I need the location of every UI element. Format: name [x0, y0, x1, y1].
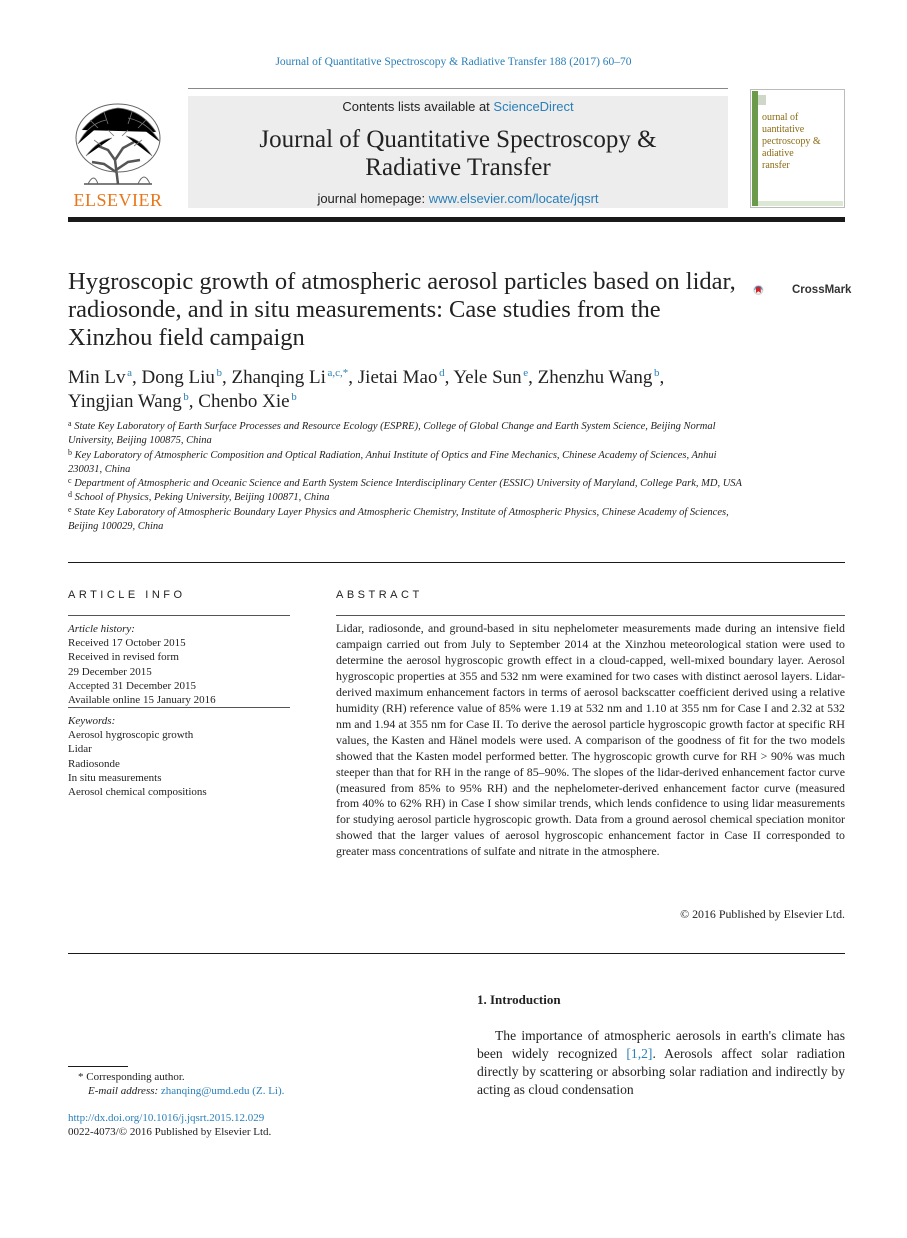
running-head[interactable]: Journal of Quantitative Spectroscopy & Radiative Transfer 188 (2017) 60–70	[275, 56, 632, 68]
author-affiliation-marker[interactable]: b	[216, 367, 222, 379]
masthead-top-rule	[188, 88, 728, 89]
author-list	[68, 366, 828, 414]
email-label: E-mail address:	[88, 1085, 159, 1098]
abstract-copyright: © 2016 Published by Elsevier Ltd.	[680, 907, 845, 921]
keyword: Aerosol hygroscopic growth	[68, 729, 194, 742]
author[interactable]: Zhenzhu Wang $^b$,	[537, 367, 665, 388]
keyword: Lidar	[68, 743, 92, 756]
abstract-text	[336, 621, 845, 860]
email-line	[68, 1084, 428, 1098]
doi-link[interactable]: http://dx.doi.org/10.1016/j.jqsrt.2015.12.029	[68, 1112, 265, 1124]
affiliation-list	[68, 420, 748, 534]
journal-name	[188, 126, 728, 182]
author-affiliation-marker[interactable]: e	[523, 367, 529, 379]
author-affiliation-marker[interactable]: b	[653, 367, 660, 379]
reference-link[interactable]: [1,2]	[626, 1046, 653, 1061]
doi-block	[68, 1111, 428, 1140]
article-info-heading: ARTICLE INFO	[68, 589, 186, 601]
journal-homepage-line	[188, 191, 728, 206]
issn-line: 0022-4073/© 2016 Published by Elsevier Ltd.	[68, 1126, 272, 1139]
author[interactable]: Jietai Mao $^d$,	[357, 367, 450, 388]
author[interactable]: Chenbo Xie $^b$	[198, 391, 297, 412]
history-entry: 29 December 2015	[68, 665, 152, 678]
front-matter-rule	[68, 562, 845, 563]
affiliation: $^d$ School of Physics, Peking University, Beijing 100871, China	[68, 490, 330, 504]
affiliation: $^c$ Department of Atmospheric and Oceanic Science and Earth System Science Interdisciplinary Center (ESSIC) University of Maryland, College Park, MD, USA	[68, 476, 742, 490]
journal-homepage-link[interactable]: www.elsevier.com/locate/jqsrt	[428, 191, 599, 206]
cover-line: pectroscopy &	[762, 136, 821, 147]
keywords-heading: Keywords:	[68, 715, 116, 727]
sciencedirect-link[interactable]: ScienceDirect	[493, 99, 574, 114]
article-info-rule	[68, 615, 290, 616]
introduction-paragraph: The importance of atmospheric aerosols in earth's climate has been widely recognized [1,2]. Aerosols affect solar radiation directly by scattering or absorbing solar radiation and indirectly by acting as cloud condensation	[477, 1028, 846, 1097]
journal-cover-title	[762, 112, 842, 172]
introduction-heading: 1. Introduction	[477, 992, 561, 1007]
author-affiliation-marker[interactable]: b	[291, 391, 297, 403]
email-link[interactable]: zhanqing@umd.edu (Z. Li).	[160, 1085, 285, 1098]
footnote-rule	[68, 1066, 128, 1067]
affiliation: $^e$ State Key Laboratory of Atmospheric Boundary Layer Physics and Atmospheric Chemistry, Institute of Atmospheric Physics, Chinese Academy of Sciences, Beijing 100029, China	[68, 504, 729, 533]
keyword: Radiosonde	[68, 757, 120, 770]
article-history	[68, 622, 290, 707]
keywords	[68, 714, 290, 799]
corresponding-author-footnote	[68, 1070, 428, 1098]
history-entry: Received in revised form	[68, 651, 179, 664]
author[interactable]: Dong Liu $^b$,	[141, 367, 227, 388]
article-history-heading: Article history:	[68, 623, 135, 635]
history-rule	[68, 707, 290, 708]
author-affiliation-marker[interactable]: b	[183, 391, 189, 403]
cover-line: ournal of	[762, 112, 799, 123]
history-entry: Received 17 October 2015	[68, 637, 186, 650]
cover-line: uantitative	[762, 124, 805, 135]
journal-name-line1: Journal of Quantitative Spectroscopy &	[259, 126, 657, 153]
abstract-heading: ABSTRACT	[336, 589, 423, 601]
keyword: In situ measurements	[68, 771, 162, 784]
author[interactable]: Yingjian Wang $^b$,	[68, 391, 194, 412]
author-affiliation-marker[interactable]: a,c,*	[327, 367, 349, 379]
introduction-text	[477, 1027, 845, 1099]
homepage-prefix: journal homepage:	[317, 191, 426, 206]
history-entry: Available online 15 January 2016	[68, 694, 216, 707]
elsevier-wordmark: ELSEVIER	[73, 190, 163, 210]
affiliation: $^b$ Key Laboratory of Atmospheric Composition and Optical Radiation, Anhui Institute of Optics and Fine Mechanics, Chinese Academy of Sciences, Anhui 230031, China	[68, 447, 717, 475]
abstract-rule	[336, 615, 845, 616]
masthead-bottom-rule	[68, 217, 845, 222]
journal-name-line2: Radiative Transfer	[365, 154, 551, 181]
history-entry: Accepted 31 December 2015	[68, 679, 196, 692]
abstract-bottom-rule	[68, 953, 845, 954]
author-affiliation-marker[interactable]: d	[439, 367, 445, 379]
author-affiliation-marker[interactable]: a	[127, 367, 133, 379]
author[interactable]: Zhanqing Li $^{a,c,*}$,	[231, 367, 354, 388]
contents-prefix: Contents lists available at	[342, 99, 490, 114]
abstract-paragraph: Lidar, radiosonde, and ground-based in situ nephelometer measurements made during an intensive field campaign carried out from July to September 2014 at the Xinzhou meteorological station were used to determine the aerosol hygroscopic growth effect in a cloud-capped, well-mixed boundary layer. Aerosol hygroscopic properties at 355 and 532 nm were examined for two cases with distinct aerosol layers. Lidar-derived maximum enhancement factors in terms of aerosol backscatter coefficient derived using a relative humidity (RH) reference value of 85% were 1.19 at 532 nm and 1.10 at 355 nm for Case I and 2.32 at 532 nm and 1.94 at 355 nm for Case II. To derive the aerosol particle hygroscopic growth factor at specific RH values, the Kasten and Hänel models were used. A comparison of the goodness of fit for the two models showed that the Kasten model performed better. The hygroscopic growth curve for RH > 90% was much steeper than that for RH in the range of 85–90%. The slopes of the lidar-derived enhancement factor curve (measured from 85% to 95% RH) and the nephelometer-derived enhancement factor curve (measured from 40% to 62% RH) in Case I show similar trends, which lends confidence to using lidar measurements for studying aerosol particle hygroscopic growth. Data from a ground aerosol chemical speciation monitor showed that the larger values of aerosol hygroscopic enhancement factor in Case II corresponded to greater mass concentrations of sulfate and nitrate in the atmosphere.	[336, 621, 845, 859]
cover-line: adiative	[762, 148, 794, 159]
affiliation: $^a$ State Key Laboratory of Earth Surface Processes and Resource Ecology (ESPRE), College of Global Change and Earth System Science, Beijing Normal University, Beijing 100875, China	[68, 419, 716, 447]
contents-available-line	[188, 99, 728, 114]
author[interactable]: Yele Sun $^e$,	[453, 367, 533, 388]
author[interactable]: Min Lv $^a$,	[68, 367, 137, 388]
crossmark-label[interactable]: CrossMark	[792, 284, 852, 296]
cover-line: ransfer	[762, 160, 790, 171]
article-title: Hygroscopic growth of atmospheric aerosol particles based on lidar, radiosonde, and in situ measurements: Case studies from the Xinzhou field campaign	[68, 268, 736, 351]
corresponding-author-note: * Corresponding author.	[78, 1071, 185, 1083]
crossmark-icon[interactable]	[753, 272, 789, 308]
keyword: Aerosol chemical compositions	[68, 786, 207, 799]
